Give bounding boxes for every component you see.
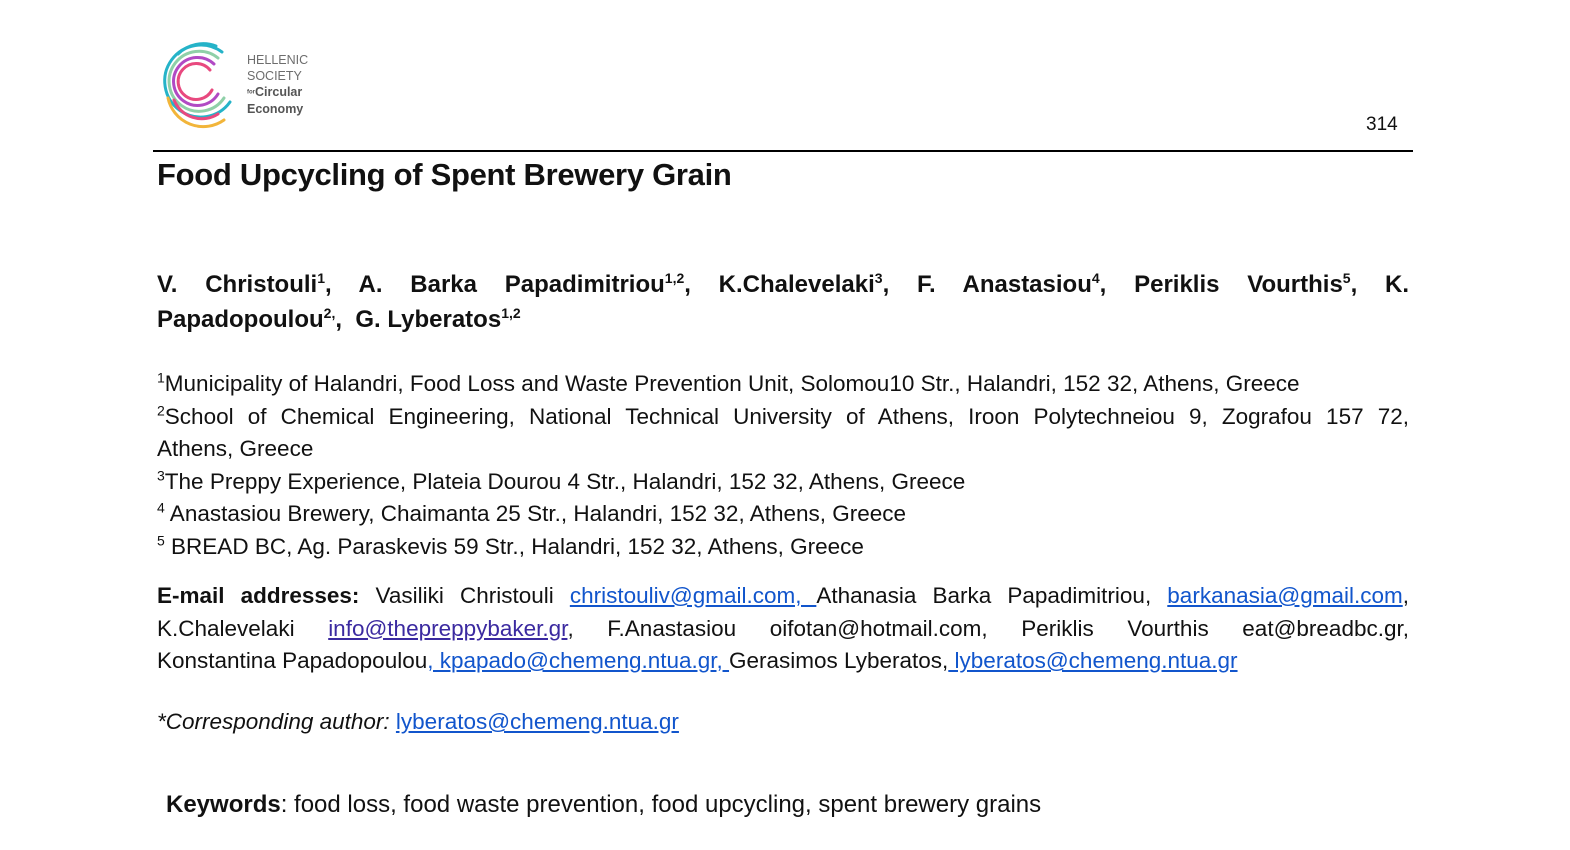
author-name: Papadopoulou [157, 306, 324, 333]
author-affil-sup: 3 [874, 270, 883, 286]
affiliation-item: $^4$ Anastasiou Brewery, Chaimanta 25 Str., Halandri, 152 32, Athens, Greece [157, 499, 907, 527]
email-link[interactable]: christouliv@gmail.com, [569, 583, 817, 608]
corresponding-email-link[interactable]: lyberatos@chemeng.ntua.gr [395, 709, 679, 734]
email-link[interactable]: , kpapado@chemeng.ntua.gr, [427, 648, 730, 674]
email-line: Konstantina Papadopoulou, kpapado@chemeng.ntua.gr, Gerasimos Lyberatos, lyberatos@chemeng.ntua.gr [157, 648, 1238, 674]
author-list: V. Christouli$^1$, A. Barka Papadimitriou$^{1,2}$, K.Chalevelaki$^3$, F. Anastasiou$^4$, Periklis Vourthis$^5$, K. [157, 270, 1410, 298]
keywords-label: Keywords [166, 791, 281, 818]
affiliation-item: $^5$ BREAD BC, Ag. Paraskevis 59 Str., Halandri, 152 32, Athens, Greece [157, 532, 864, 559]
page-number: 314 [1366, 114, 1398, 135]
email-line: K.Chalevelaki info@thepreppybaker.gr, F.Anastasiou oifotan@hotmail.com, Periklis Vourthis eat@breadbc.gr, [157, 615, 1409, 641]
logo-line-for: for [247, 89, 255, 96]
author-affil-sup: 4 [1091, 270, 1100, 286]
circular-economy-logo-icon [160, 40, 240, 135]
corresponding-author [157, 709, 679, 735]
paper-title: Food Upcycling of Spent Brewery Grain [157, 157, 732, 192]
author-affil-sup: 5 [1342, 270, 1351, 286]
author-list-continued: Papadopoulou$^{2,}$, G. Lyberatos$^{1,2}$ [157, 305, 521, 333]
affiliations [157, 368, 1409, 564]
author-name: A. Barka Papadimitriou [358, 271, 665, 298]
keywords [166, 791, 1041, 819]
author-affil-sup: 2, [323, 305, 336, 321]
email-link[interactable]: barkanasia@gmail.com [1167, 583, 1403, 608]
author-name: G. Lyberatos [355, 306, 502, 333]
email-line: E-mail addresses: Vasiliki Christouli christouliv@gmail.com, Athanasia Barka Papadimitriou, barkanasia@gmail.com, [157, 583, 1409, 608]
logo-text [247, 52, 308, 117]
email-addresses [157, 580, 1409, 678]
logo-line-hellenic: HELLENIC [247, 53, 309, 67]
header-rule [153, 150, 1413, 152]
email-link[interactable]: lyberatos@chemeng.ntua.gr [948, 648, 1238, 674]
email-label: E-mail addresses: [157, 583, 360, 608]
author-affil-sup: 1,2 [501, 305, 521, 321]
email-link[interactable]: info@thepreppybaker.gr [328, 615, 568, 641]
author-affil-sup: 1 [317, 270, 326, 286]
affiliation-item-cont: Athens, Greece [157, 436, 314, 462]
affiliation-item: $^2$School of Chemical Engineering, National Technical University of Athens, Iroon Polytechneiou 9, Zografou 157 72, [157, 402, 1409, 429]
logo-line-economy: Economy [247, 101, 304, 116]
author-name: V. Christouli [157, 271, 318, 298]
logo-line-society: SOCIETY [247, 69, 302, 83]
author-name: F. Anastasiou [916, 271, 1092, 298]
author-name: K.Chalevelaki [718, 271, 875, 298]
affiliation-item: $^3$The Preppy Experience, Plateia Dourou 4 Str., Halandri, 152 32, Athens, Greece [157, 467, 966, 494]
author-affil-sup: 1,2 [664, 270, 685, 286]
affiliation-item: $^1$Municipality of Halandri, Food Loss and Waste Prevention Unit, Solomou10 Str., Halandri, 152 32, Athens, Greece [157, 369, 1300, 396]
author-name: Periklis Vourthis [1134, 271, 1343, 298]
hsce-logo [160, 40, 330, 135]
logo-line-circular: Circular [255, 85, 303, 99]
corresponding-label: *Corresponding author: [157, 709, 390, 734]
keywords-text: : food loss, food waste prevention, food upcycling, spent brewery grains [280, 791, 1042, 818]
